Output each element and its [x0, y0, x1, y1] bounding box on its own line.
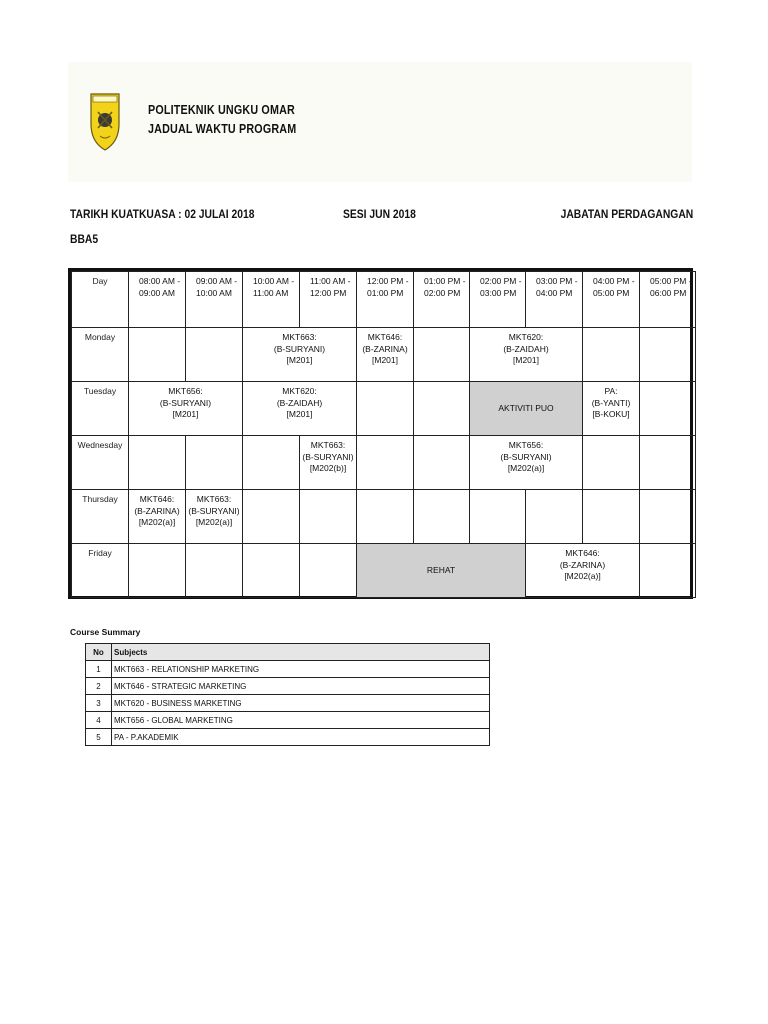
- class-slot-line: MKT620:: [282, 386, 317, 396]
- class-slot-line: (B-SURYANI): [188, 505, 240, 516]
- class-slot-line: (B-SURYANI): [273, 343, 326, 354]
- document-title: JADUAL WAKTU PROGRAM: [148, 122, 297, 136]
- course-summary-row: [86, 695, 490, 712]
- class-slot-line: MKT663:: [196, 494, 232, 504]
- class-slot-line: (B-YANTI): [591, 397, 631, 408]
- class-slot: [129, 490, 186, 544]
- class-slot-line: [M202(b)]: [309, 463, 347, 473]
- class-slot-line: [M202(a)]: [564, 571, 601, 581]
- empty-slot: [640, 436, 696, 490]
- empty-slot: [186, 436, 243, 490]
- class-slot: [357, 544, 526, 598]
- time-slot-header: [583, 272, 640, 328]
- course-summary-row: [86, 678, 490, 695]
- time-slot-line: 10:00 AM: [196, 287, 232, 298]
- course-subject: MKT663 - RELATIONSHIP MARKETING: [112, 661, 490, 678]
- empty-slot: [243, 436, 300, 490]
- class-slot-line: (B-SURYANI): [302, 451, 354, 462]
- time-slot-line: 10:00 AM -: [253, 276, 295, 286]
- empty-slot: [640, 328, 696, 382]
- empty-slot: [129, 328, 186, 382]
- empty-slot: [583, 490, 640, 544]
- time-slot-line: 01:00 PM: [367, 287, 404, 298]
- time-slot-line: 11:00 AM -: [310, 276, 351, 286]
- empty-slot: [583, 328, 640, 382]
- class-slot-line: [M202(a)]: [195, 517, 233, 527]
- class-slot-line: (B-ZARINA): [134, 505, 180, 516]
- day-row-monday: [72, 328, 696, 382]
- course-subject: MKT646 - STRATEGIC MARKETING: [112, 678, 490, 695]
- institution-name: POLITEKNIK UNGKU OMAR: [148, 103, 295, 117]
- class-slot-line: PA:: [604, 386, 618, 396]
- time-slot-line: 03:00 PM: [480, 287, 517, 298]
- empty-slot: [640, 382, 696, 436]
- day-name: Wednesday: [72, 436, 129, 490]
- empty-slot: [526, 490, 583, 544]
- day-row-wednesday: [72, 436, 696, 490]
- day-header: Day: [72, 272, 129, 328]
- class-slot: [243, 328, 357, 382]
- class-slot-line: MKT646:: [139, 494, 175, 504]
- empty-slot: [583, 436, 640, 490]
- time-slot-header: [300, 272, 357, 328]
- time-slot-line: 05:00 PM -: [650, 276, 692, 286]
- empty-slot: [414, 436, 470, 490]
- class-slot-line: MKT656:: [168, 386, 203, 396]
- empty-slot: [357, 382, 414, 436]
- class-slot-line: (B-ZAIDAH): [276, 397, 323, 408]
- class-slot-line: [M201]: [513, 355, 539, 365]
- empty-slot: [129, 436, 186, 490]
- course-number: 5: [86, 729, 112, 746]
- class-slot: [470, 382, 583, 436]
- class-slot-line: (B-ZARINA): [362, 343, 408, 354]
- course-summary-table: [85, 643, 490, 746]
- time-slot-header: [186, 272, 243, 328]
- course-summary-row: [86, 661, 490, 678]
- time-slot-line: 04:00 PM: [536, 287, 573, 298]
- time-slot-line: 02:00 PM: [424, 287, 461, 298]
- class-slot-line: MKT663:: [282, 332, 317, 342]
- class-slot-line: MKT663:: [310, 440, 346, 450]
- time-slot-header: [526, 272, 583, 328]
- time-slot-header: [414, 272, 470, 328]
- course-number: 3: [86, 695, 112, 712]
- class-slot-line: MKT646:: [565, 548, 600, 558]
- timetable-grid: [71, 271, 696, 598]
- empty-slot: [414, 328, 470, 382]
- class-slot: [357, 328, 414, 382]
- empty-slot: [470, 490, 526, 544]
- empty-slot: [186, 544, 243, 598]
- day-name: Friday: [72, 544, 129, 598]
- course-subject: MKT656 - GLOBAL MARKETING: [112, 712, 490, 729]
- time-slot-line: 06:00 PM: [650, 287, 687, 298]
- course-summary-row: [86, 729, 490, 746]
- course-number: 2: [86, 678, 112, 695]
- class-slot-line: [M201]: [286, 409, 313, 419]
- effective-date: TARIKH KUATKUASA : 02 JULAI 2018: [70, 207, 255, 221]
- time-slot-header: [243, 272, 300, 328]
- empty-slot: [414, 382, 470, 436]
- empty-slot: [357, 490, 414, 544]
- class-slot-line: [M202(a)]: [507, 463, 545, 473]
- time-slot-header: [470, 272, 526, 328]
- course-subject: MKT620 - BUSINESS MARKETING: [112, 695, 490, 712]
- time-slot-line: 12:00 PM: [310, 287, 347, 298]
- timetable-header-row: [72, 272, 696, 328]
- class-slot: [300, 436, 357, 490]
- course-summary-header-row: [86, 644, 490, 661]
- course-summary-title: Course Summary: [70, 627, 141, 637]
- course-summary-row: [86, 712, 490, 729]
- empty-slot: [640, 490, 696, 544]
- class-slot-line: (B-SURYANI): [159, 397, 212, 408]
- time-slot-line: 11:00 AM: [253, 287, 289, 298]
- empty-slot: [300, 544, 357, 598]
- session: SESI JUN 2018: [343, 207, 416, 221]
- department: JABATAN PERDAGANGAN: [560, 207, 693, 221]
- time-slot-line: 02:00 PM -: [480, 276, 522, 286]
- time-slot-line: 09:00 AM: [139, 287, 175, 298]
- empty-slot: [186, 328, 243, 382]
- crest-logo-icon: [89, 90, 121, 152]
- empty-slot: [357, 436, 414, 490]
- class-slot-line: (B-ZAIDAH): [503, 343, 549, 354]
- time-slot-line: 08:00 AM -: [139, 276, 181, 286]
- day-row-friday: [72, 544, 696, 598]
- time-slot-header: [640, 272, 696, 328]
- class-slot-line: MKT646:: [367, 332, 403, 342]
- class-slot: [243, 382, 357, 436]
- class-slot: [470, 328, 583, 382]
- time-slot-header: [129, 272, 186, 328]
- subjects-header: Subjects: [112, 644, 490, 661]
- class-slot: [186, 490, 243, 544]
- day-row-tuesday: [72, 382, 696, 436]
- time-slot-line: 09:00 AM -: [196, 276, 238, 286]
- class-slot: [526, 544, 640, 598]
- day-row-thursday: [72, 490, 696, 544]
- class-slot-line: MKT656:: [508, 440, 544, 450]
- time-slot-line: 03:00 PM -: [536, 276, 578, 286]
- class-slot-line: [M201]: [286, 355, 313, 365]
- header-title-block: [148, 101, 296, 139]
- class-slot-line: [M201]: [172, 409, 199, 419]
- class-slot: [129, 382, 243, 436]
- day-name: Monday: [72, 328, 129, 382]
- empty-slot: [243, 490, 300, 544]
- empty-slot: [129, 544, 186, 598]
- class-slot-line: REHAT: [426, 564, 456, 575]
- course-number: 1: [86, 661, 112, 678]
- no-header: No: [86, 644, 112, 661]
- class-slot-line: (B-ZARINA): [559, 559, 606, 570]
- day-name: Thursday: [72, 490, 129, 544]
- time-slot-line: 01:00 PM -: [424, 276, 466, 286]
- course-subject: PA - P.AKADEMIK: [112, 729, 490, 746]
- class-slot: [583, 382, 640, 436]
- time-slot-line: 04:00 PM -: [593, 276, 635, 286]
- class-slot: [470, 436, 583, 490]
- empty-slot: [414, 490, 470, 544]
- empty-slot: [243, 544, 300, 598]
- class-slot-line: MKT620:: [508, 332, 544, 342]
- class-slot-line: (B-SURYANI): [500, 451, 552, 462]
- empty-slot: [640, 544, 696, 598]
- class-slot-line: AKTIVITI PUO: [498, 402, 554, 413]
- day-name: Tuesday: [72, 382, 129, 436]
- time-slot-line: 12:00 PM -: [367, 276, 409, 286]
- time-slot-header: [357, 272, 414, 328]
- programme-code: BBA5: [70, 232, 99, 246]
- timetable: [68, 268, 693, 599]
- empty-slot: [300, 490, 357, 544]
- class-slot-line: [B-KOKU]: [592, 409, 630, 419]
- course-number: 4: [86, 712, 112, 729]
- time-slot-line: 05:00 PM: [593, 287, 630, 298]
- class-slot-line: [M202(a)]: [138, 517, 176, 527]
- class-slot-line: [M201]: [372, 355, 398, 365]
